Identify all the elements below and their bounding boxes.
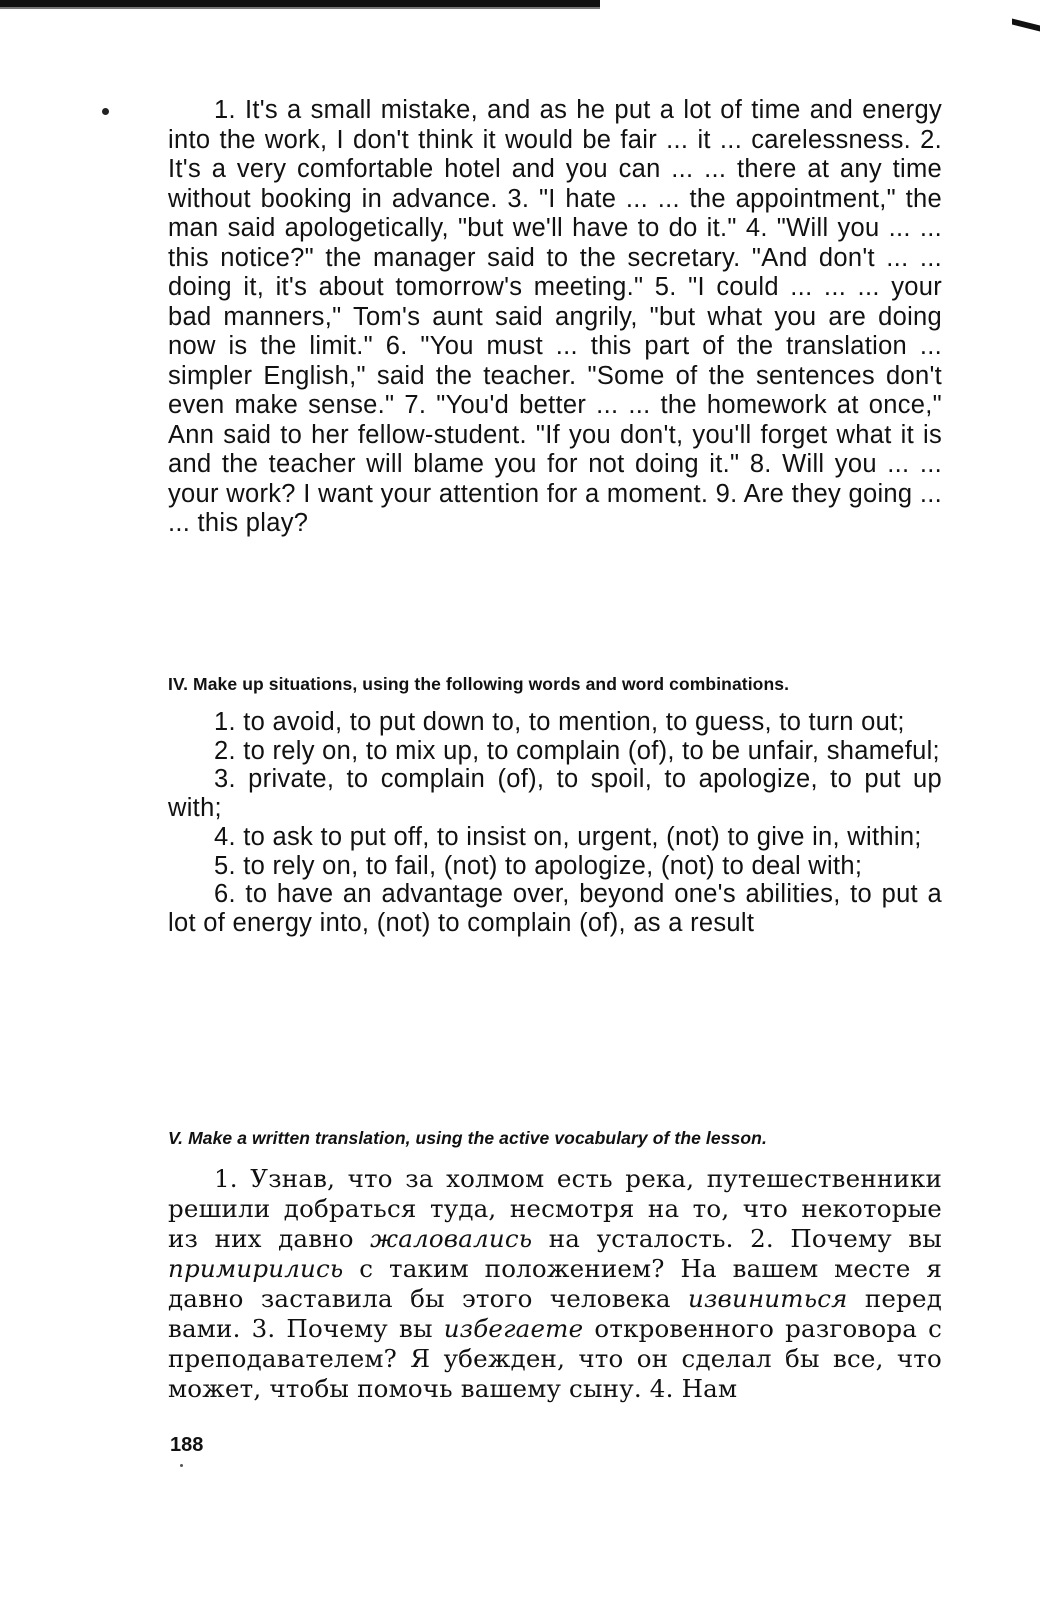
vocabulary-word: жаловались: [370, 1224, 533, 1253]
translation-segment: с таким положением? На вашем месте я давно заставила бы этого человека: [168, 1254, 942, 1313]
translation-segment: на усталость. 2. Почему вы: [532, 1224, 942, 1253]
list-item: 3. private, to complain (of), to spoil, to apologize, to put up with;: [168, 765, 942, 823]
translation-segment: откровенного разговора с преподавателем? Я убежден, что он сделал бы все, что может, чтобы помочь вашему сыну. 4. Нам: [168, 1314, 942, 1403]
list-item: 2. to rely on, to mix up, to complain (of), to be unfair, shameful;: [214, 736, 940, 765]
translation-segment: 1. Узнав, что за холмом есть река, путешественники решили добраться туда, несмотря на то, что некоторые из них давно: [168, 1164, 942, 1253]
list-item: 5. to rely on, to fail, (not) to apologize, (not) to deal with;: [214, 851, 863, 880]
exercise-4-list: [168, 708, 942, 938]
list-item: 4. to ask to put off, to insist on, urgent, (not) to give in, within;: [214, 822, 922, 851]
list-item: 1. to avoid, to put down to, to mention, to guess, to turn out;: [214, 708, 905, 736]
exercise-3-text: 1. It's a small mistake, and as he put a lot of time and energy into the work, I don't think it would be fair ... it ... carelessness. 2. It's a very comfortable hotel and you can ... ... there at any time without booking in advance. 3. "I hate ... ... the appointment," the man said apologetically, "but we'll have to do it." 4. "Will you ... ... this notice?" the manager said to the secretary. "And don't ... ... doing it, it's about tomorrow's meeting." 5. "I could ... ... ... your bad manners," Tom's aunt said angrily, "but what you are doing now is the limit." 6. "You must ... this part of the translation ... simpler English," said the teacher. "Some of the sentences don't even make sense." 7. "You'd better ... ... the homework at once," Ann said to her fellow-student. "If you don't, you'll forget what it is and the teacher will blame you for not doing it." 8. Will you ... ... your work? I want your attention for a moment. 9. Are they going ... ... this play?: [168, 96, 942, 537]
page-dot: [180, 1464, 183, 1467]
vocabulary-word: извиниться: [687, 1284, 848, 1313]
translation-paragraph: [168, 1164, 942, 1404]
margin-dot: [102, 108, 109, 115]
top-border-rule-thin: [0, 7, 600, 9]
exercise-5-text: [168, 1164, 942, 1404]
vocabulary-word: избегаете: [443, 1314, 584, 1343]
exercise-4-heading: IV. Make up situations, using the following words and word combinations.: [168, 674, 790, 694]
corner-scan-mark: [1012, 19, 1040, 32]
vocabulary-word: примирились: [168, 1254, 344, 1283]
top-border-rule: [0, 0, 600, 7]
page-content: [168, 90, 942, 1403]
translation-segment: перед вами. 3. Почему вы: [168, 1284, 942, 1343]
list-item: 6. to have an advantage over, beyond one's abilities, to put a lot of energy into, (not) to complain (of), as a result: [168, 880, 942, 937]
exercise-5-heading: V. Make a written translation, using the active vocabulary of the lesson.: [168, 1128, 767, 1148]
page-number: 188: [170, 1434, 204, 1456]
